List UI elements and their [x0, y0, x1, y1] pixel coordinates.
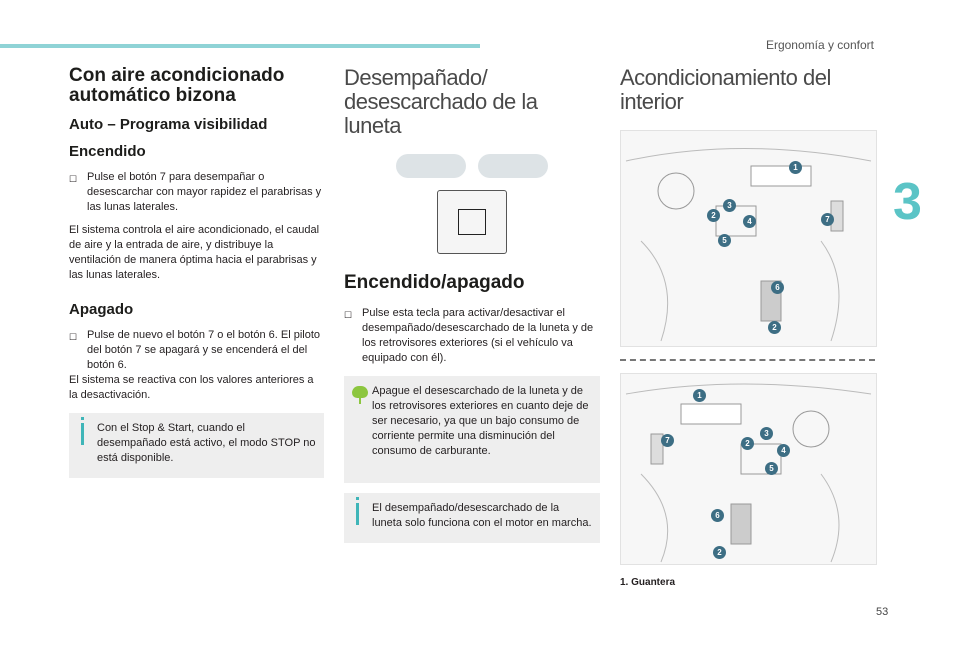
rear-defrost-button-illustration: [437, 190, 507, 254]
interior-diagram-lhd: [620, 130, 877, 347]
instruction-on-text: Pulse el botón 7 para desempañar o desescarchar con mayor rapidez el parabrisas y las lunas laterales.: [87, 171, 322, 213]
info-note-text: El desempañado/desescarchado de la luneta solo funciona con el motor en marcha.: [372, 502, 592, 529]
callout-5: 5: [718, 234, 731, 247]
instruction-toggle-text: Pulse esta tecla para activar/desactivar el desempañado/desescarchado de la luneta y de los retrovisores exteriores (si el vehículo va equipado con él).: [362, 307, 594, 364]
callout-6: 6: [771, 281, 784, 294]
checkbox-icon: ☐: [69, 332, 78, 342]
instruction-on: [69, 170, 324, 215]
paragraph-off: El sistema se reactiva con los valores anteriores a la desactivación.: [69, 374, 314, 401]
callout-4: 4: [777, 444, 790, 457]
column-air-conditioning: [69, 66, 324, 478]
page-number: 53: [876, 606, 889, 618]
info-note-text: Con el Stop & Start, cuando el desempañado está activo, el modo STOP no está disponible.: [97, 422, 316, 464]
callout-1: 1: [789, 161, 802, 174]
heading-off: Apagado: [69, 301, 134, 318]
section-title: Desempañado/ desescarchado de la luneta: [344, 65, 538, 138]
info-note: [69, 413, 324, 478]
eco-leaf-icon: [352, 384, 368, 402]
checkbox-icon: ☐: [69, 174, 78, 184]
callout-7: 7: [661, 434, 674, 447]
mirror-icon: [478, 154, 548, 178]
paragraph-on: El sistema controla el aire acondicionado, el caudal de aire y la entrada de aire, y distribuye la ventilación de manera óptima hacia el parabrisas y las lunas laterales.: [69, 224, 320, 281]
column-rear-defrost: [344, 66, 600, 543]
interior-sketch: [621, 374, 876, 564]
mirror-illustration: [344, 154, 600, 178]
heading-on: Encendido: [69, 143, 146, 160]
callout-4: 4: [743, 215, 756, 228]
subsection-title: Auto – Programa visibilidad: [69, 116, 268, 133]
heading-on-off: Encendido/apagado: [344, 272, 525, 293]
eco-note: [344, 376, 600, 483]
callout-2b: 2: [713, 546, 726, 559]
column-interior-fittings: [620, 66, 880, 588]
callout-3: 3: [723, 199, 736, 212]
callout-7: 7: [821, 213, 834, 226]
checkbox-icon: ☐: [344, 310, 353, 320]
section-title: Con aire acondicionado automático bizona: [69, 65, 285, 106]
chapter-title: Ergonomía y confort: [765, 38, 874, 52]
instruction-off-text: Pulse de nuevo el botón 7 o el botón 6. El piloto del botón 7 se apagará y se encenderá el del botón 6.: [87, 329, 321, 371]
eco-note-text: Apague el desescarchado de la luneta y de los retrovisores exteriores en cuanto deje de ser necesario, ya que un bajo consumo de corriente permite una disminución del consumo de carburante.: [372, 385, 589, 457]
info-icon: [81, 423, 84, 445]
mirror-icon: [396, 154, 466, 178]
divider: [620, 359, 875, 361]
info-icon: [356, 503, 359, 525]
callout-1: 1: [693, 389, 706, 402]
callout-2: 2: [707, 209, 720, 222]
defrost-icon: [458, 209, 486, 235]
interior-sketch: [621, 131, 876, 346]
interior-diagram-rhd: [620, 373, 877, 565]
callout-6: 6: [711, 509, 724, 522]
callout-2b: 2: [768, 321, 781, 334]
callout-3: 3: [760, 427, 773, 440]
chapter-number: 3: [893, 173, 922, 231]
instruction-off: [69, 328, 324, 373]
callout-5: 5: [765, 462, 778, 475]
info-note: [344, 493, 600, 543]
header-accent-bar: [0, 44, 480, 48]
section-title: Acondicionamiento del interior: [620, 65, 831, 114]
caption: 1. Guantera: [620, 577, 676, 588]
callout-2: 2: [741, 437, 754, 450]
instruction-toggle: [344, 306, 600, 366]
